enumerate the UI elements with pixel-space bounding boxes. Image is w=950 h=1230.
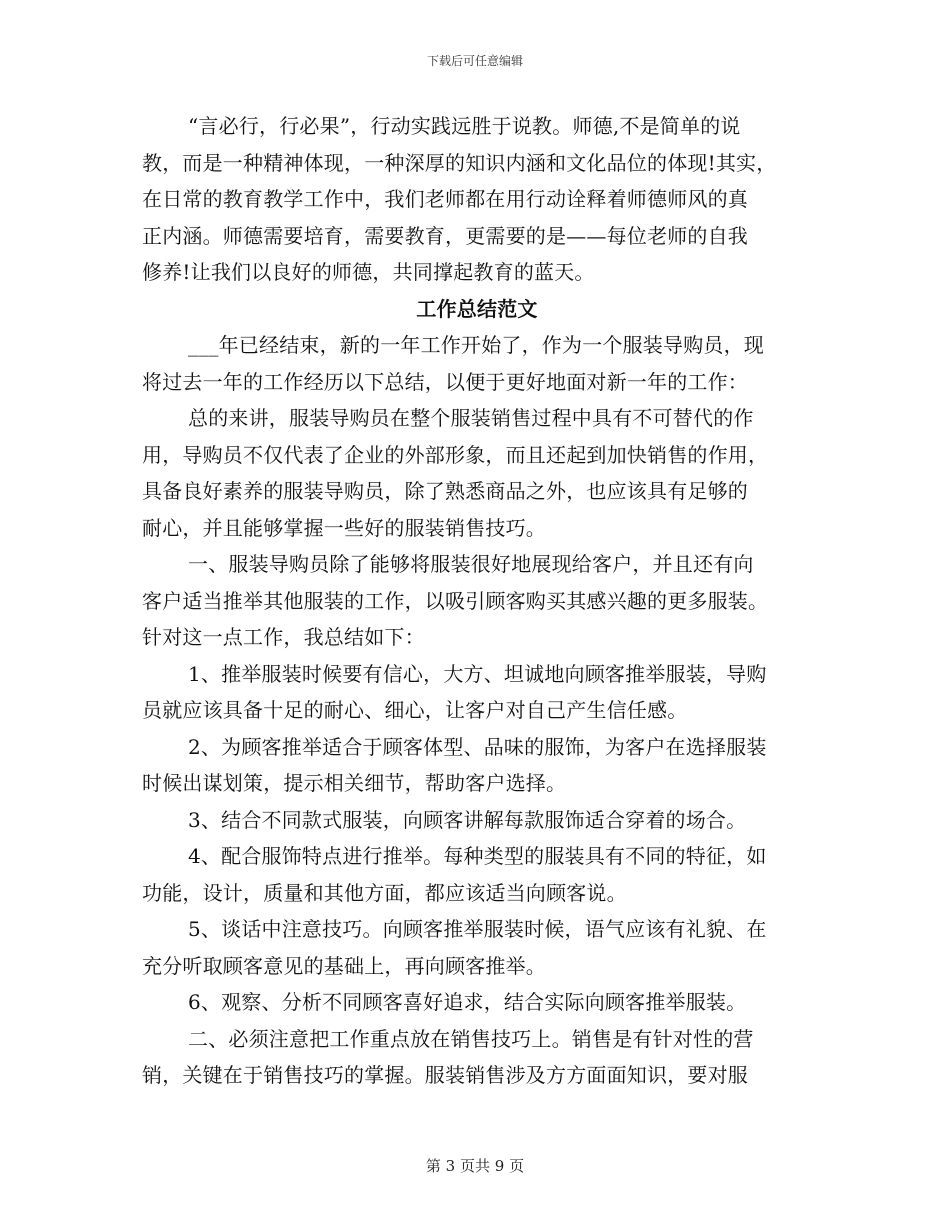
text-line: 一、服装导购员除了能够将服装很好地展现给客户，并且还有向 [188, 552, 754, 576]
text-line: 教，而是一种精神体现，一种深厚的知识内涵和文化品位的体现!其实， [142, 150, 777, 175]
text-line: 二、必须注意把工作重点放在销售技巧上。销售是有针对性的营 [188, 1026, 754, 1051]
document-body [142, 108, 812, 1094]
section-title: 工作总结范文 [416, 296, 538, 321]
text-line: 6、观察、分析不同顾客喜好追求，结合实际向顾客推举服装。 [188, 990, 747, 1014]
text-line: 正内涵。师德需要培育，需要教育，更需要的是——每位老师的自我 [142, 223, 748, 248]
text-line: 具备良好素养的服装导购员，除了熟悉商品之外，也应该具有足够的 [142, 479, 748, 503]
text-line: 修养!让我们以良好的师德，共同撑起教育的蓝天。 [142, 260, 595, 284]
text-line: 在日常的教育教学工作中，我们老师都在用行动诠释着师德师风的真 [142, 187, 748, 211]
text-line: 将过去一年的工作经历以下总结，以便于更好地面对新一年的工作： [142, 369, 748, 394]
text-line: 客户适当推举其他服装的工作，以吸引顾客购买其感兴趣的更多服装。 [142, 588, 769, 613]
text-line: ___年已经结束，新的一年工作开始了，作为一个服装导购员，现 [188, 333, 764, 357]
text-line: 功能，设计，质量和其他方面，都应该适当向顾客说。 [142, 880, 627, 905]
text-line: 3、结合不同款式服装，向顾客讲解每款服饰适合穿着的场合。 [188, 807, 747, 832]
text-line: 用，导购员不仅代表了企业的外部形象，而且还起到加快销售的作用， [142, 442, 769, 467]
page-footer: 第 3 页共 9 页 [425, 1157, 525, 1175]
text-line: 销，关键在于销售技巧的掌握。服装销售涉及方方面面知识，要对服 [142, 1063, 748, 1087]
text-line: 充分听取顾客意见的基础上，再向顾客推举。 [142, 953, 546, 978]
text-line: 4、配合服饰特点进行推举。每种类型的服装具有不同的特征，如 [188, 844, 767, 868]
page-header: 下载后可任意编辑 [426, 54, 523, 68]
text-line: 针对这一点工作，我总结如下： [142, 625, 425, 649]
text-line: 1、推举服装时候要有信心，大方、坦诚地向顾客推举服装，导购 [188, 661, 767, 686]
text-line: 5、谈话中注意技巧。向顾客推举服装时候，语气应该有礼貌、在 [188, 917, 767, 941]
text-line: 总的来讲，服装导购员在整个服装销售过程中具有不可替代的作 [188, 406, 754, 430]
text-line: 耐心，并且能够掌握一些好的服装销售技巧。 [142, 515, 546, 540]
text-line: “言必行，行必果”，行动实践远胜于说教。师德,不是简单的说 [188, 114, 741, 138]
text-line: 时候出谋划策，提示相关细节，帮助客户选择。 [142, 771, 567, 795]
text-line: 2、为顾客推举适合于顾客体型、品味的服饰，为客户在选择服装 [188, 734, 767, 759]
text-line: 员就应该具备十足的耐心、细心，让客户对自己产生信任感。 [142, 698, 688, 722]
